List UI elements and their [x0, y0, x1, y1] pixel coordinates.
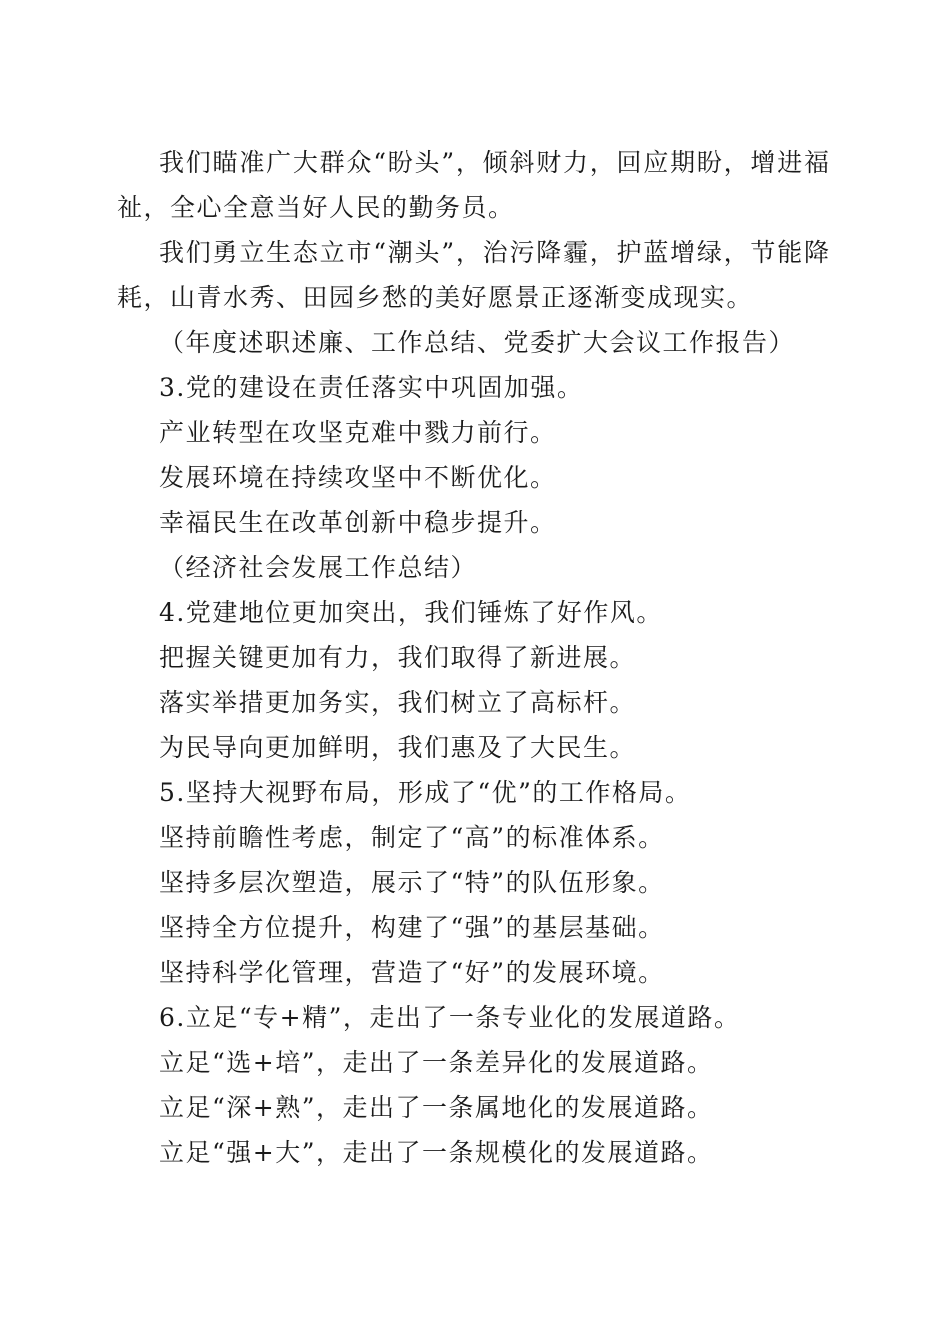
source-note-1: （年度述职述廉、工作总结、党委扩大会议工作报告）	[159, 328, 796, 357]
source-note-2: （经济社会发展工作总结）	[159, 553, 478, 582]
section-3-item: 发展环境在持续攻坚中不断优化。	[159, 463, 557, 492]
document-body	[117, 140, 829, 1175]
section-6-item: 立足“深+熟”，走出了一条属地化的发展道路。	[159, 1093, 714, 1122]
section-5-item: 坚持全方位提升，构建了“强”的基层基础。	[159, 913, 665, 942]
paragraph-1-line-1: 我们瞄准广大群众“盼头”，倾斜财力，回应期盼，增进福	[159, 148, 829, 177]
paragraph-1-line-2: 祉，全心全意当好人民的勤务员。	[117, 193, 515, 222]
section-6-heading: 6.立足“专+精”，走出了一条专业化的发展道路。	[159, 1003, 741, 1032]
section-5-item: 坚持多层次塑造，展示了“特”的队伍形象。	[159, 868, 665, 897]
section-3-item: 产业转型在攻坚克难中戮力前行。	[159, 418, 557, 447]
section-4-heading: 4.党建地位更加突出，我们锤炼了好作风。	[159, 598, 663, 627]
section-6-item: 立足“强+大”，走出了一条规模化的发展道路。	[159, 1138, 714, 1167]
section-4-item: 为民导向更加鲜明，我们惠及了大民生。	[159, 733, 637, 762]
paragraph-2-line-1: 我们勇立生态立市“潮头”，治污降霾，护蓝增绿，节能降	[159, 238, 829, 267]
section-5-item: 坚持前瞻性考虑，制定了“高”的标准体系。	[159, 823, 665, 852]
section-3-item: 幸福民生在改革创新中稳步提升。	[159, 508, 557, 537]
section-5-heading: 5.坚持大视野布局，形成了“优”的工作格局。	[159, 778, 692, 807]
section-5-item: 坚持科学化管理，营造了“好”的发展环境。	[159, 958, 665, 987]
paragraph-2-line-2: 耗，山青水秀、田园乡愁的美好愿景正逐渐变成现实。	[117, 283, 754, 312]
section-4-item: 落实举措更加务实，我们树立了高标杆。	[159, 688, 637, 717]
section-3-heading: 3.党的建设在责任落实中巩固加强。	[159, 373, 584, 402]
section-4-item: 把握关键更加有力，我们取得了新进展。	[159, 643, 637, 672]
section-6-item: 立足“选+培”，走出了一条差异化的发展道路。	[159, 1048, 714, 1077]
